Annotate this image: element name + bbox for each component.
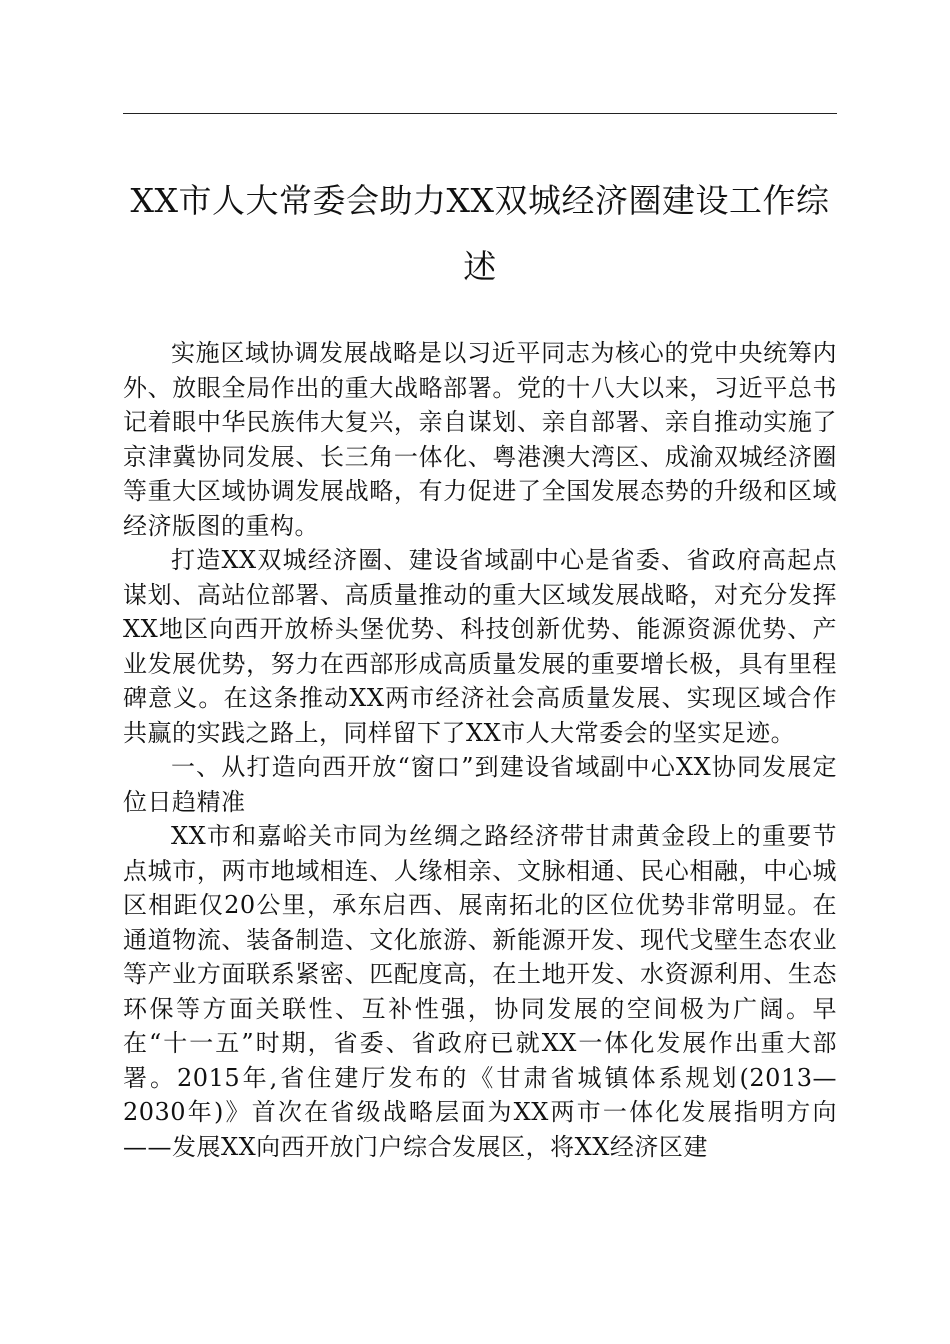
paragraph-cities: XX市和嘉峪关市同为丝绸之路经济带甘肃黄金段上的重要节点城市，两市地域相连、人缘相亲、文脉相通、民心相融，中心城区相距仅20公里，承东启西、展南拓北的区位优势非常明显。在通道物流、装备制造、文化旅游、新能源开发、现代戈壁生态农业等产业方面联系紧密、匹配度高，在土地开发、水资源利用、生态环保等方面关联性、互补性强，协同发展的空间极为广阔。早在“十一五”时期，省委、省政府已就XX一体化发展作出重大部署。2015年,省住建厅发布的《甘肃省城镇体系规划(2013—2030年)》首次在省级战略层面为XX两市一体化发展指明方向——发展XX向西开放门户综合发展区，将XX经济区建 (123, 822, 837, 1161)
paragraph-intro: 实施区域协调发展战略是以习近平同志为核心的党中央统筹内外、放眼全局作出的重大战略部署。党的十八大以来，习近平总书记着眼中华民族伟大复兴，亲自谋划、亲自部署、亲自推动实施了京津冀协同发展、长三角一体化、粤港澳大湾区、成渝双城经济圈等重大区域协调发展战略，有力促进了全国发展态势的升级和区域经济版图的重构。 (123, 339, 837, 540)
document-title: XX市人大常委会助力XX双城经济圈建设工作综述 (130, 181, 830, 286)
section-heading-1: 一、从打造向西开放“窗口”到建设省域副中心XX协同发展定位日趋精准 (123, 753, 837, 816)
document-body (123, 336, 837, 1164)
paragraph-strategy: 打造XX双城经济圈、建设省域副中心是省委、省政府高起点谋划、高站位部署、高质量推动的重大区域发展战略，对充分发挥XX地区向西开放桥头堡优势、科技创新优势、能源资源优势、产业发展优势，努力在西部形成高质量发展的重要增长极，具有里程碑意义。在这条推动XX两市经济社会高质量发展、实现区域合作共赢的实践之路上，同样留下了XX市人大常委会的坚实足迹。 (123, 546, 837, 747)
header-rule (123, 113, 837, 114)
